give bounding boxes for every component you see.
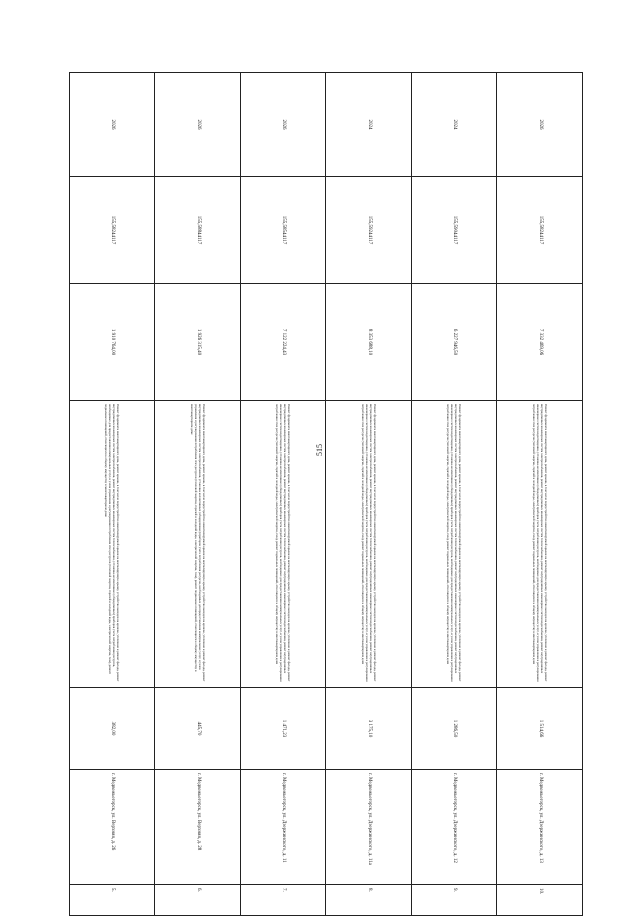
works-cell: Ремонт фундамента многоквартирного дома, ремонт крыши, в том числе переустройство невентилируемой крыши на вентилируемую крышу, устройство выходов на кровлю, утепление и ремонт фасада, ремонт внутридомовых инженерных систем электроснабжения, ремонт внутридомовых инженерных систем теплоснабжения, ремонт внутридомовых инженерных систем водоснабжения, ремонт внутридомовых инженерных систем водоотведения, установка коллективных (общедомовых) приборов учета потребления ресурсов, необходимых для предоставления коммунальных услуг, и узлов управления и регулирования потребления этих ресурсов (тепловой энергии, горячей и холодной воды, электрической энергии, газа), ремонт подвальных помещений, относящихся к общему имуществу в многоквартирном доме xyxy=(241,401,327,688)
year-cell: 2026 xyxy=(497,73,583,177)
table-row xyxy=(241,73,327,916)
row-number-cell: 10. xyxy=(497,885,583,916)
unit-cost-cell: 155,58844117 xyxy=(155,177,241,284)
row-number-cell: 9. xyxy=(412,885,498,916)
unit-cost-cell: 155,59244117 xyxy=(326,177,412,284)
document-table-container xyxy=(70,72,583,895)
address-cell: г. Медвежьегорск, ул. Верхняя, д. 28 xyxy=(155,770,241,885)
works-cell: Ремонт фундамента многоквартирного дома, ремонт крыши, в том числе переустройство невентилируемой крыши на вентилируемую крышу, устройство выходов на кровлю, утепление и ремонт фасада, ремонт внутридомовых инженерных систем электроснабжения, ремонт внутридомовых инженерных систем теплоснабжения, ремонт внутридомовых инженерных систем водоснабжения, ремонт внутридомовых инженерных систем водоотведения, установка коллективных (общедомовых) приборов учета потребления ресурсов, необходимых для предоставления коммунальных услуг, и узлов управления и регулирования потребления этих ресурсов (тепловой энергии, горячей и холодной воды, электрической энергии, газа), ремонт подвальных помещений, относящихся к общему имуществу в многоквартирном доме xyxy=(326,401,412,688)
row-number-cell: 8. xyxy=(326,885,412,916)
unit-cost-cell: 155,58244117 xyxy=(70,177,156,284)
area-cell: 3 175,10 xyxy=(326,688,412,770)
unit-cost-cell: 155,58244117 xyxy=(497,177,583,284)
year-cell: 2026 xyxy=(70,73,156,177)
unit-cost-cell: 155,58544117 xyxy=(241,177,327,284)
year-cell: 2024 xyxy=(326,73,412,177)
table-row xyxy=(412,73,498,916)
table-row xyxy=(326,73,412,916)
area-cell: 1 471,23 xyxy=(241,688,327,770)
rotated-table xyxy=(70,72,583,895)
cost-cell: 8 353 688,10 xyxy=(326,284,412,401)
unit-cost-cell: 155,59044117 xyxy=(412,177,498,284)
cost-cell: 1 926 315,40 xyxy=(155,284,241,401)
address-cell: г. Медвежьегорск, ул. Дзержинского, д. 13 xyxy=(497,770,583,885)
table-row xyxy=(497,73,583,916)
works-cell: Ремонт фундамента многоквартирного дома, ремонт крыши, в том числе переустройство невентилируемой крыши на вентилируемую крышу, устройство выходов на кровлю, утепление и ремонт фасада, ремонт внутридомовых инженерных систем электроснабжения, ремонт внутридомовых инженерных систем теплоснабжения, установка коллективных (общедомовых) приборов учета потребления ресурсов, необходимых для предоставления коммунальных услуг, и узлов управления и регулирования потребления этих ресурсов (тепловой энергии, горячей и холодной воды, электрической энергии, газа), ремонт подвальных помещений, относящихся к общему имуществу в многоквартирном доме xyxy=(70,401,156,688)
row-number-cell: 5. xyxy=(70,885,156,916)
address-cell: г. Медвежьегорск, ул. Верхняя, д. 26 xyxy=(70,770,156,885)
area-cell: 382,00 xyxy=(70,688,156,770)
table-row xyxy=(70,73,156,916)
area-cell: 1 286,50 xyxy=(412,688,498,770)
address-cell: г. Медвежьегорск, ул. Дзержинского, д. 11а xyxy=(326,770,412,885)
cost-cell: 1 910 764,00 xyxy=(70,284,156,401)
address-cell: г. Медвежьегорск, ул. Дзержинского, д. 11 xyxy=(241,770,327,885)
repair-program-table xyxy=(69,72,583,916)
year-cell: 2026 xyxy=(241,73,327,177)
address-cell: г. Медвежьегорск, ул. Дзержинского, д. 12 xyxy=(412,770,498,885)
works-cell: Ремонт фундамента многоквартирного дома, ремонт крыши, в том числе переустройство невентилируемой крыши на вентилируемую крышу, устройство выходов на кровлю, утепление и ремонт фасада, ремонт внутридомовых инженерных систем электроснабжения, ремонт внутридомовых инженерных систем теплоснабжения, ремонт внутридомовых инженерных систем водоснабжения, ремонт внутридомовых инженерных систем водоотведения, установка коллективных (общедомовых) приборов учета потребления ресурсов, необходимых для предоставления коммунальных услуг, и узлов управления и регулирования потребления этих ресурсов (тепловой энергии, горячей и холодной воды, электрической энергии, газа), ремонт подвальных помещений, относящихся к общему имуществу в многоквартирном доме xyxy=(497,401,583,688)
row-number-cell: 6. xyxy=(155,885,241,916)
year-cell: 2024 xyxy=(412,73,498,177)
works-cell: Ремонт фундамента многоквартирного дома, ремонт крыши, в том числе переустройство невентилируемой крыши на вентилируемую крышу, устройство выходов на кровлю, утепление и ремонт фасада, ремонт внутридомовых инженерных систем электроснабжения, установка коллективных (общедомовых) приборов учета потребления ресурсов, необходимых для предоставления коммунальных услуг, и узлов управления и регулирования потребления этих ресурсов (тепловой энергии, горячей и холодной воды, электрической энергии, газа), ремонт подвальных помещений, относящихся к общему имуществу в многоквартирном доме xyxy=(155,401,241,688)
cost-cell: 7 332 469,06 xyxy=(497,284,583,401)
works-cell: Ремонт фундамента многоквартирного дома, ремонт крыши, в том числе переустройство невентилируемой крыши на вентилируемую крышу, устройство выходов на кровлю, утепление и ремонт фасада, ремонт внутридомовых инженерных систем электроснабжения, ремонт внутридомовых инженерных систем теплоснабжения, ремонт внутридомовых инженерных систем водоснабжения, ремонт внутридомовых инженерных систем водоотведения, установка коллективных (общедомовых) приборов учета потребления ресурсов, необходимых для предоставления коммунальных услуг, и узлов управления и регулирования потребления этих ресурсов (тепловой энергии, горячей и холодной воды, электрической энергии, газа), ремонт подвальных помещений, относящихся к общему имуществу в многоквартирном доме xyxy=(412,401,498,688)
table-row xyxy=(155,73,241,916)
page-number: 515 xyxy=(315,444,324,456)
row-number-cell: 7. xyxy=(241,885,327,916)
area-cell: 445,70 xyxy=(155,688,241,770)
year-cell: 2026 xyxy=(155,73,241,177)
area-cell: 1 514,66 xyxy=(497,688,583,770)
cost-cell: 7 122 224,43 xyxy=(241,284,327,401)
cost-cell: 6 227 946,50 xyxy=(412,284,498,401)
